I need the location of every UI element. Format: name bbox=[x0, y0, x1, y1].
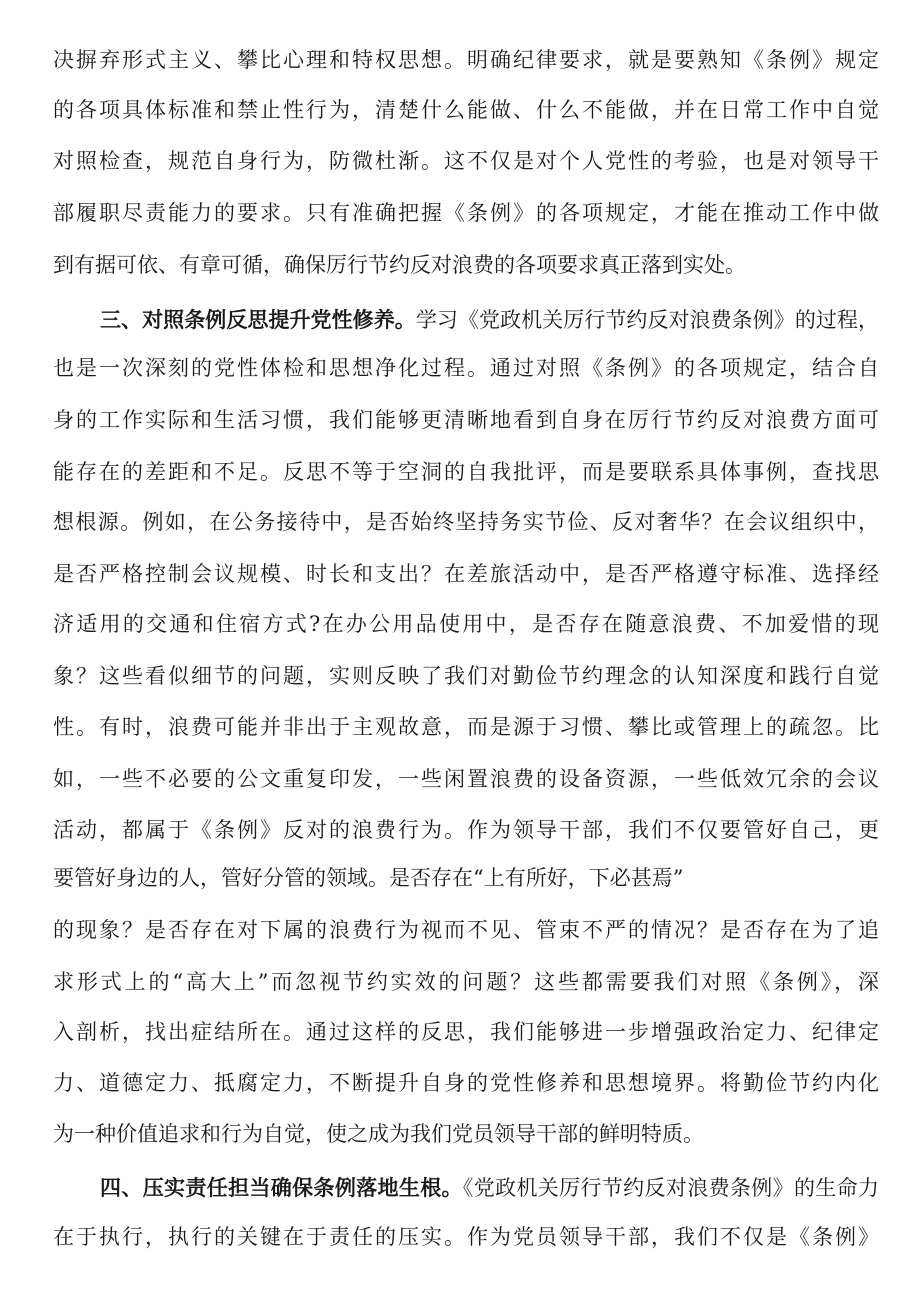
paragraph-line: 也是一次深刻的党性体检和思想净化过程。通过对照《条例》的各项规定，结合自 bbox=[53, 356, 879, 380]
paragraph-line: 身的工作实际和生活习惯，我们能够更清晰地看到自身在厉行节约反对浪费方面可 bbox=[53, 408, 879, 432]
paragraph-line: 济适用的交通和住宿方式?在办公用品使用中，是否存在随意浪费、不加爱惜的现 bbox=[53, 612, 879, 636]
paragraph-line: 为一种价值追求和行为自觉，使之成为我们党员领导干部的鲜明特质。 bbox=[53, 1122, 704, 1146]
paragraph-line: 求形式上的“高大上”而忽视节约实效的问题？这些都需要我们对照《条例》，深 bbox=[53, 970, 879, 994]
paragraph-line: 是否严格控制会议规模、时长和支出？在差旅活动中，是否严格遵守标准、选择经 bbox=[53, 562, 879, 586]
paragraph-line: 对照检查，规范自身行为，防微杜渐。这不仅是对个人党性的考验，也是对领导干 bbox=[53, 149, 879, 173]
paragraph-line: 部履职尽责能力的要求。只有准确把握《条例》的各项规定，才能在推动工作中做 bbox=[53, 201, 879, 225]
paragraph-line: 能存在的差距和不足。反思不等于空洞的自我批评，而是要联系具体事例，查找思 bbox=[53, 460, 879, 484]
paragraph-line: 在于执行，执行的关键在于责任的压实。作为党员领导干部，我们不仅是《条例》 bbox=[53, 1225, 879, 1249]
section-3-first-line bbox=[100, 300, 879, 340]
paragraph-line: 象？这些看似细节的问题，实则反映了我们对勤俭节约理念的认知深度和践行自觉 bbox=[53, 664, 879, 688]
paragraph-line: 力、道德定力、抵腐定力，不断提升自身的党性修养和思想境界。将勤俭节约内化 bbox=[53, 1071, 879, 1095]
paragraph-line: 到有据可依、有章可循，确保厉行节约反对浪费的各项要求真正落到实处。 bbox=[53, 253, 746, 277]
paragraph-line: 决摒弃形式主义、攀比心理和特权思想。明确纪律要求，就是要熟知《条例》规定 bbox=[53, 48, 879, 72]
paragraph-line: 要管好身边的人，管好分管的领域。是否存在“上有所好，下必甚焉” bbox=[53, 866, 684, 890]
paragraph-line: 想根源。例如，在公务接待中，是否始终坚持务实节俭、反对奢华？在会议组织中， bbox=[53, 510, 879, 534]
section-4-first-line bbox=[100, 1168, 879, 1208]
paragraph-line: 如，一些不必要的公文重复印发，一些闲置浪费的设备资源，一些低效冗余的会议 bbox=[53, 767, 879, 791]
section-4-heading: 四、压实责任担当确保条例落地生根。 bbox=[100, 1176, 463, 1200]
paragraph-line: 入剖析，找出症结所在。通过这样的反思，我们能够进一步增强政治定力、纪律定 bbox=[53, 1020, 879, 1044]
paragraph-line: 的现象？是否存在对下属的浪费行为视而不见、管束不严的情况？是否存在为了追 bbox=[53, 918, 879, 942]
section-4-intro: 《党政机关厉行节约反对浪费条例》的生命力 bbox=[462, 1176, 880, 1200]
paragraph-line: 活动，都属于《条例》反对的浪费行为。作为领导干部，我们不仅要管好自己，更 bbox=[53, 818, 879, 842]
paragraph-line: 的各项具体标准和禁止性行为，清楚什么能做、什么不能做，并在日常工作中自觉 bbox=[53, 98, 879, 122]
paragraph-line: 性。有时，浪费可能并非出于主观故意，而是源于习惯、攀比或管理上的疏忽。比 bbox=[53, 715, 879, 739]
section-3-heading: 三、对照条例反思提升党性修养。 bbox=[100, 308, 416, 332]
section-3-intro: 学习《党政机关厉行节约反对浪费条例》的过程， bbox=[415, 308, 880, 332]
